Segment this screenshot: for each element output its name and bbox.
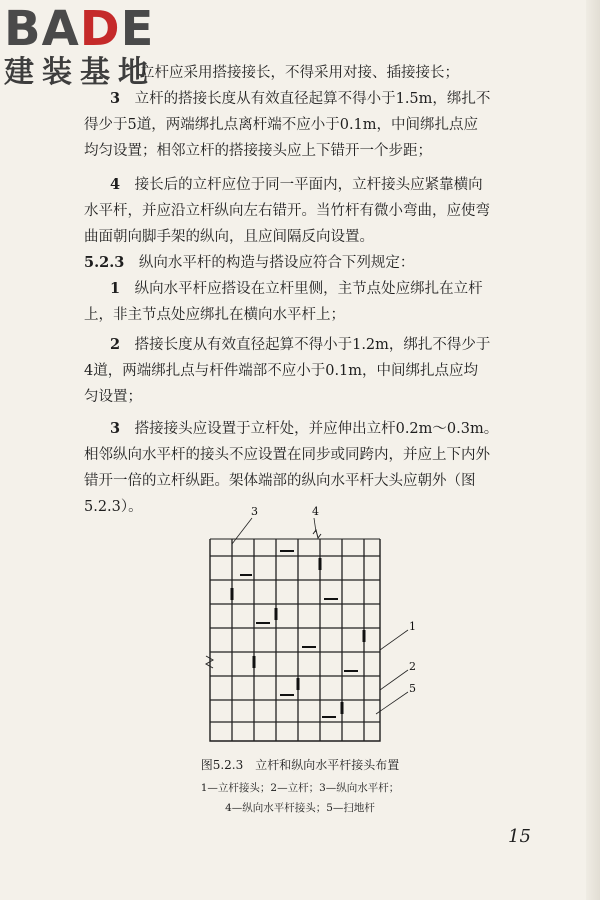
section-heading: 5.2.3 纵向水平杆的构造与搭设应符合下列规定： — [84, 254, 415, 271]
label-3: 3 — [251, 505, 258, 518]
label-5: 5 — [409, 682, 416, 695]
page-number: 15 — [508, 826, 531, 847]
horizontal-bar-joints — [240, 551, 358, 717]
clause-line: 3 立杆的搭接长度从有效直径起算不得小于1.5m，绑扎不 — [110, 90, 491, 107]
label-1: 1 — [409, 620, 416, 633]
body-line: 错开一倍的立杆纵距。架体端部的纵向水平杆大头应朝外（图 — [84, 473, 476, 489]
body-line: 得少于5道，两端绑扎点离杆端不应小于0.1m，中间绑扎点应 — [84, 117, 479, 133]
logo-wordmark: BADE — [4, 1, 155, 57]
clause-line: 3 搭接接头应设置于立杆处，并应伸出立杆0.2m～0.3m。 — [110, 420, 499, 437]
horizontal-bars — [210, 556, 380, 722]
label-4: 4 — [312, 505, 319, 518]
body-line: 上，非主节点处应绑扎在横向水平杆上； — [84, 307, 345, 323]
body-line: 曲面朝向脚手架的纵向，且应间隔反向设置。 — [84, 229, 374, 245]
logo-subtitle: 建装基地 — [4, 55, 156, 90]
vertical-poles — [232, 539, 364, 741]
figure-caption: 图5.2.3 立杆和纵向水平杆接头布置 — [200, 758, 400, 772]
figure-legend-line: 1—立杆接头；2—立杆；3—纵向水平杆； — [200, 782, 400, 794]
body-line: 相邻纵向水平杆的接头不应设置在同步或同跨内，并应上下内外 — [84, 447, 490, 463]
body-line: 5.2.3）。 — [84, 499, 143, 515]
body-line: 立杆应采用搭接接长，不得采用对接、插接接长； — [140, 65, 459, 81]
body-line: 4道，两端绑扎点与杆件端部不应小于0.1m，中间绑扎点应均 — [84, 363, 479, 379]
clause-line: 4 接长后的立杆应位于同一平面内，立杆接头应紧靠横向 — [110, 176, 483, 193]
clause-line: 2 搭接长度从有效直径起算不得小于1.2m，绑扎不得少于 — [110, 336, 491, 353]
clause-line: 1 纵向水平杆应搭设在立杆里侧，主节点处应绑扎在立杆 — [110, 280, 483, 297]
figure-legend-line: 4—纵向水平杆接头；5—扫地杆 — [225, 802, 375, 814]
body-line: 匀设置； — [84, 389, 142, 405]
label-2: 2 — [409, 660, 416, 673]
frame-outline — [210, 539, 380, 741]
body-line: 均匀设置；相邻立杆的搭接接头应上下错开一个步距； — [84, 143, 432, 159]
body-line: 水平杆，并应沿立杆纵向左右错开。当竹杆有微小弯曲，应使弯 — [84, 203, 490, 219]
scaffold-figure — [180, 500, 440, 750]
